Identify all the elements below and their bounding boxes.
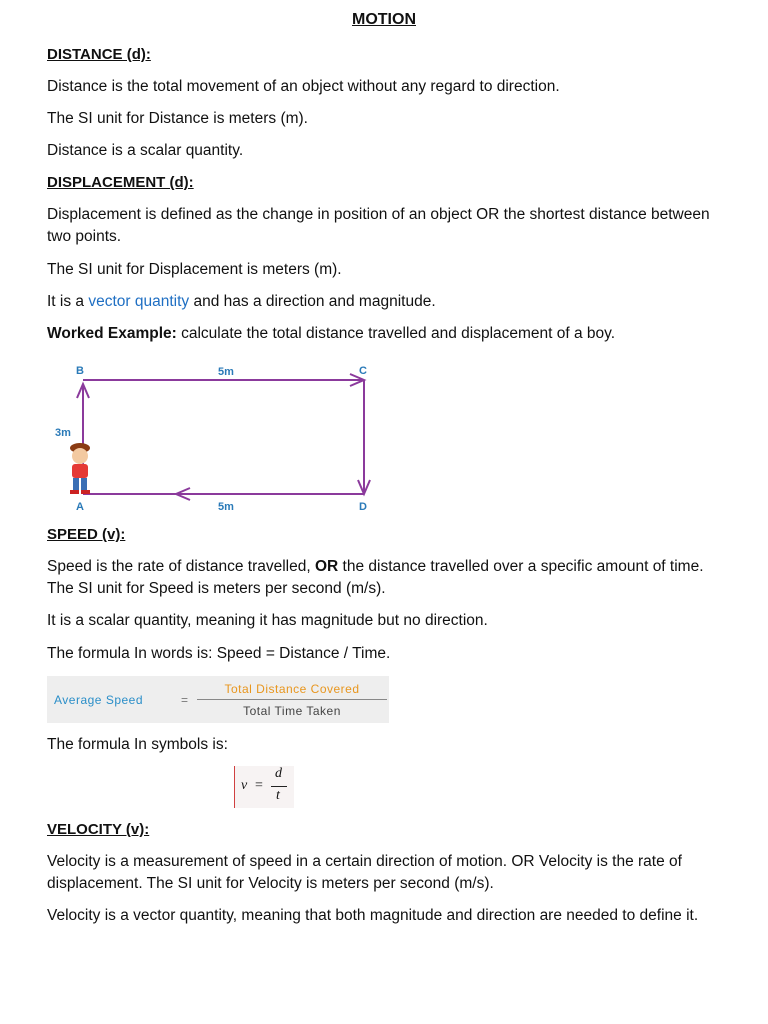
- symbol-d: d: [275, 766, 282, 781]
- boy-icon: [70, 443, 90, 494]
- speed-heading: SPEED (v):: [47, 526, 126, 543]
- formula-fraction-bar: [197, 699, 387, 700]
- symbol-v: v: [241, 778, 248, 793]
- page-title: MOTION: [352, 11, 416, 28]
- label-c: C: [359, 365, 367, 377]
- displacement-si-unit: The SI unit for Displacement is meters (m).: [47, 261, 342, 278]
- worked-example-label: Worked Example:: [47, 325, 177, 342]
- distance-scalar: Distance is a scalar quantity.: [47, 142, 244, 159]
- vector-text-post: and has a direction and magnitude.: [189, 293, 436, 310]
- distance-si-unit: The SI unit for Distance is meters (m).: [47, 110, 308, 127]
- label-d: D: [359, 501, 367, 513]
- formula-numerator: Total Distance Covered: [224, 682, 360, 696]
- worked-example-text: calculate the total distance travelled and displacement of a boy.: [176, 325, 616, 342]
- distance-definition: Distance is the total movement of an object without any regard to direction.: [47, 78, 560, 95]
- label-b: B: [76, 365, 84, 377]
- vector-text-pre: It is a: [47, 293, 89, 310]
- label-left-length: 3m: [55, 427, 71, 439]
- symbol-t: t: [276, 788, 280, 803]
- label-a: A: [76, 501, 84, 513]
- speed-definition: [47, 556, 717, 600]
- speed-scalar: It is a scalar quantity, meaning it has magnitude but no direction.: [47, 612, 488, 629]
- formula-left: Average Speed: [54, 693, 144, 707]
- velocity-heading: VELOCITY (v):: [47, 821, 150, 838]
- speed-def-pre: Speed is the rate of distance travelled,: [47, 558, 315, 575]
- speed-formula-words: The formula In words is: Speed = Distance / Time.: [47, 645, 391, 662]
- average-speed-formula: [47, 676, 389, 723]
- displacement-heading: DISPLACEMENT (d):: [47, 174, 194, 191]
- speed-formula-symbols-label: The formula In symbols is:: [47, 736, 228, 753]
- vector-quantity-link[interactable]: vector quantity: [88, 293, 190, 310]
- label-top-length: 5m: [218, 366, 234, 378]
- velocity-vector: Velocity is a vector quantity, meaning that both magnitude and direction are needed to define it.: [47, 907, 699, 924]
- formula-denominator: Total Time Taken: [243, 704, 341, 718]
- velocity-symbol-formula: [234, 766, 294, 808]
- worked-example: [47, 323, 615, 345]
- formula-equals: =: [181, 693, 189, 707]
- displacement-diagram: [50, 360, 390, 520]
- displacement-definition: Displacement is defined as the change in position of an object OR the shortest distance between two points.: [47, 206, 710, 245]
- displacement-vector: [47, 291, 436, 313]
- distance-heading: DISTANCE (d):: [47, 46, 151, 63]
- speed-def-or: OR: [314, 558, 339, 575]
- label-bottom-length: 5m: [218, 501, 234, 513]
- speed-def-post: the distance travelled over a specific amount of time. The SI unit for Speed is meters per second (m/s).: [47, 558, 704, 597]
- symbol-fraction-bar: [271, 786, 287, 787]
- velocity-definition: Velocity is a measurement of speed in a certain direction of motion. OR Velocity is the rate of displacement. The SI unit for Velocity is meters per second (m/s).: [47, 853, 682, 892]
- symbol-equals: =: [255, 778, 263, 793]
